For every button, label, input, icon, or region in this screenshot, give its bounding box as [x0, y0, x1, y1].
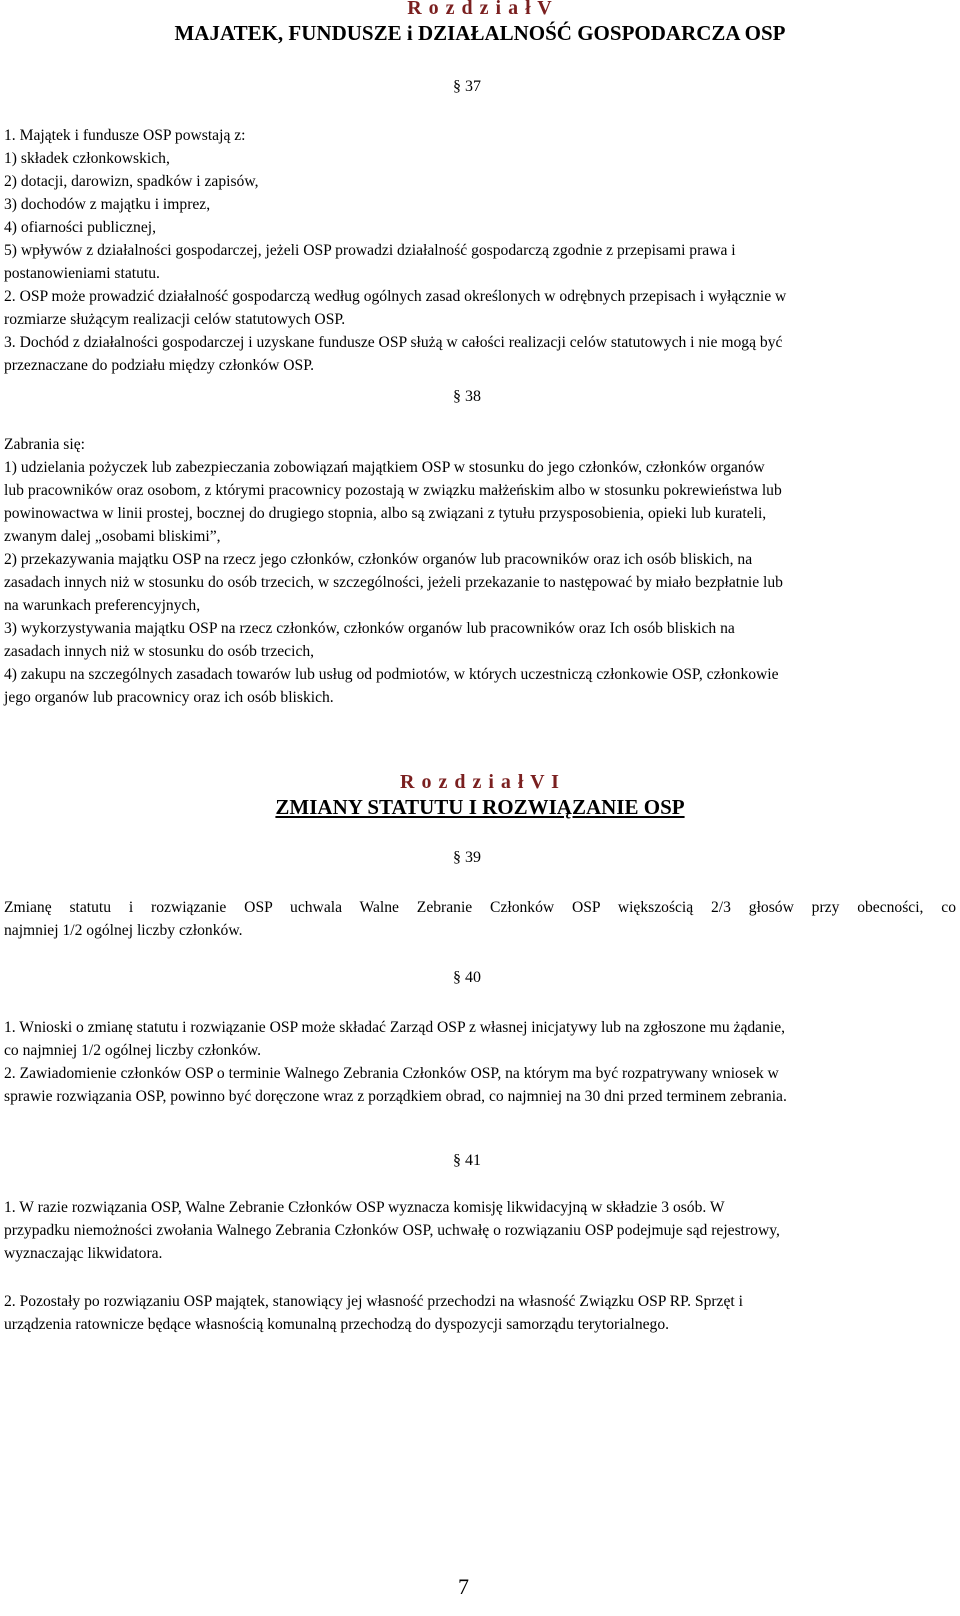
- s37-line: rozmiarze służącym realizacji celów statutowych OSP.: [4, 311, 346, 328]
- s37-line: 3) dochodów z majątku i imprez,: [4, 196, 211, 213]
- s38-line: 4) zakupu na szczególnych zasadach towarów lub usług od podmiotów, w których uczestniczą członkowie OSP, członkowie: [4, 666, 779, 683]
- chapter-6-title: ZMIANY STATUTU I ROZWIĄZANIE OSP: [275, 795, 685, 819]
- chapter-5-title: MAJATEK, FUNDUSZE i DZIAŁALNOŚĆ GOSPODARCZA OSP: [174, 21, 786, 45]
- s38-line: jego organów lub pracownicy oraz ich osób bliskich.: [4, 689, 334, 706]
- s37-line: 1) składek członkowskich,: [4, 150, 170, 167]
- s38-line: 2) przekazywania majątku OSP na rzecz jego członków, członków organów lub pracowników oraz ich osób bliskich, na: [4, 551, 753, 568]
- s38-line: zasadach innych niż w stosunku do osób trzecich,: [4, 643, 315, 660]
- s39-line: Zmianę statutu i rozwiązanie OSP uchwala Walne Zebranie Członków OSP większością 2/3 głosów przy obecności, co: [4, 899, 956, 916]
- s37-line: 1. Majątek i fundusze OSP powstają z:: [4, 127, 246, 144]
- s41-line: 1. W razie rozwiązania OSP, Walne Zebranie Członków OSP wyznacza komisję likwidacyjną w składzie 3 osób. W: [4, 1199, 725, 1216]
- s40-line: sprawie rozwiązania OSP, powinno być doręczone wraz z porządkiem obrad, co najmniej na 30 dni przed terminem zebrania.: [4, 1088, 787, 1105]
- s41-line: urządzenia ratownicze będące własnością komunalną przechodzą do dyspozycji samorządu terytorialnego.: [4, 1316, 670, 1333]
- s38-line: zwanym dalej „osobami bliskimi”,: [4, 528, 221, 545]
- section-39-number: § 39: [453, 849, 481, 866]
- s38-line: 1) udzielania pożyczek lub zabezpieczania zobowiązań majątkiem OSP w stosunku do jego członków, członków organów: [4, 459, 765, 476]
- s37-line: 2) dotacji, darowizn, spadków i zapisów,: [4, 173, 259, 190]
- s38-line: zasadach innych niż w stosunku do osób trzecich, w szczególności, jeżeli przekazanie to następować by miało bezpłatnie lub: [4, 574, 783, 591]
- s37-line: 5) wpływów z działalności gospodarczej, jeżeli OSP prowadzi działalność gospodarczą zgodnie z przepisami prawa i: [4, 242, 736, 259]
- s37-line: 2. OSP może prowadzić działalność gospodarczą według ogólnych zasad określonych w odrębnych przepisach i wyłącznie w: [4, 288, 787, 305]
- s38-line: na warunkach preferencyjnych,: [4, 597, 201, 614]
- section-40-number: § 40: [453, 969, 481, 986]
- s38-line: 3) wykorzystywania majątku OSP na rzecz członków, członków organów lub pracowników oraz Ich osób bliskich na: [4, 620, 735, 637]
- section-38-number: § 38: [453, 388, 481, 405]
- s37-line: 3. Dochód z działalności gospodarczej i uzyskane fundusze OSP służą w całości realizacji celów statutowych i nie mogą być: [4, 334, 783, 351]
- s40-line: co najmniej 1/2 ogólnej liczby członków.: [4, 1042, 262, 1059]
- chapter-6-heading: R o z d z i a ł V I: [400, 771, 560, 793]
- s41-line: 2. Pozostały po rozwiązaniu OSP majątek, stanowiący jej własność przechodzi na własność Związku OSP RP. Sprzęt i: [4, 1293, 743, 1310]
- section-37-number: § 37: [453, 78, 481, 95]
- s38-line: powinowactwa w linii prostej, bocznej do drugiego stopnia, albo są związani z tytułu przysposobienia, opieki lub kurateli,: [4, 505, 767, 522]
- s37-line: 4) ofiarności publicznej,: [4, 219, 156, 236]
- s40-line: 2. Zawiadomienie członków OSP o terminie Walnego Zebrania Członków OSP, na którym ma być rozpatrywany wniosek w: [4, 1065, 779, 1082]
- s37-line: postanowieniami statutu.: [4, 265, 160, 282]
- s40-line: 1. Wnioski o zmianę statutu i rozwiązanie OSP może składać Zarząd OSP z własnej inicjatywy lub na zgłoszone mu żądanie,: [4, 1019, 786, 1036]
- s37-line: przeznaczane do podziału między członków OSP.: [4, 357, 315, 374]
- s41-line: przypadku niemożności zwołania Walnego Zebrania Członków OSP, uchwałę o rozwiązaniu OSP podejmuje sąd rejestrowy,: [4, 1222, 780, 1239]
- s38-line: Zabrania się:: [4, 436, 85, 453]
- s41-line: wyznaczając likwidatora.: [4, 1245, 163, 1262]
- section-41-number: § 41: [453, 1152, 481, 1169]
- page-number: 7: [458, 1574, 469, 1599]
- s38-line: lub pracowników oraz osobom, z którymi pracownicy pozostają w związku małżeńskim albo w stosunku pokrewieństwa lub: [4, 482, 782, 499]
- chapter-5-heading: R o z d z i a ł V: [407, 0, 553, 19]
- s39-line: najmniej 1/2 ogólnej liczby członków.: [4, 922, 243, 939]
